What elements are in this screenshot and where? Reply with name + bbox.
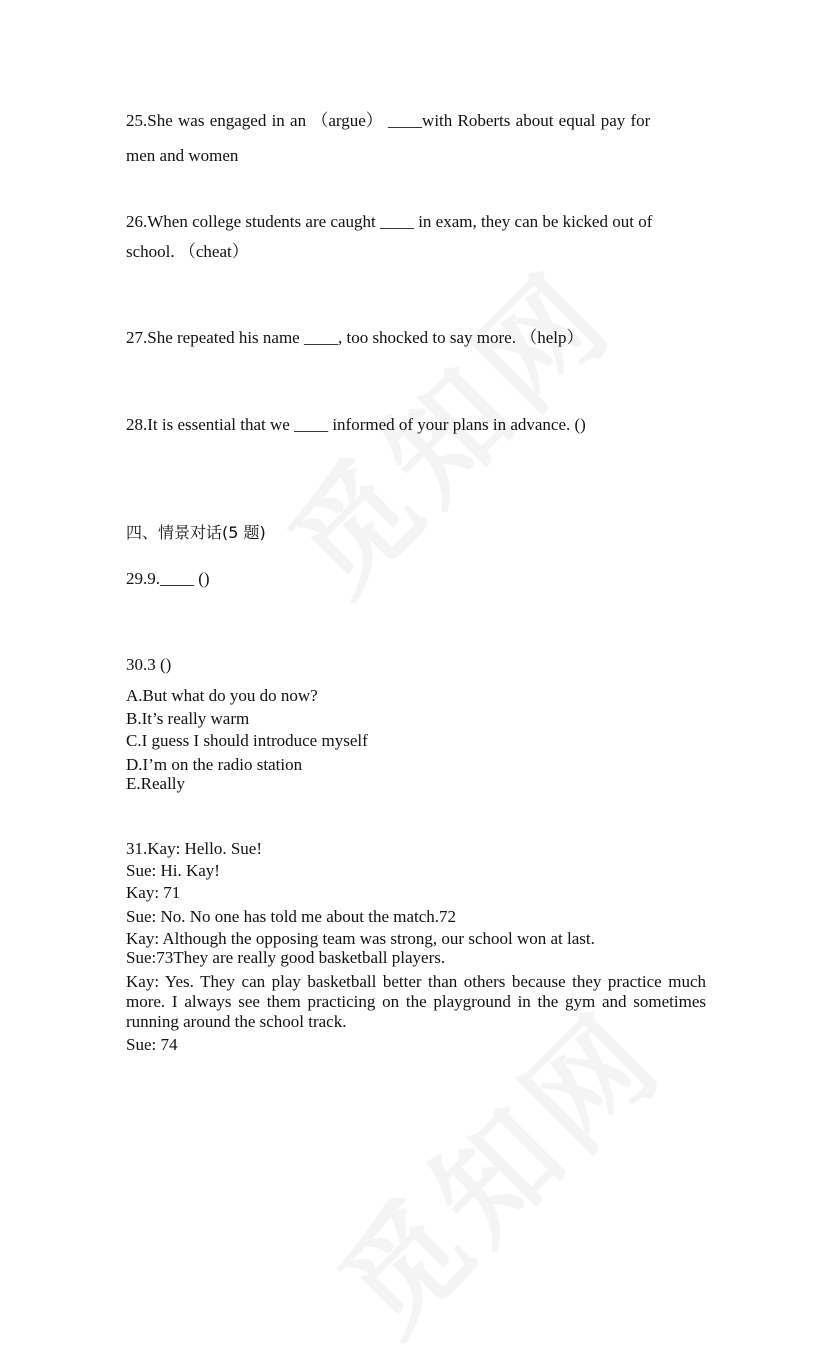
question-29: 29.9.____ () [126, 569, 210, 588]
option-b: B.It’s really warm [126, 709, 250, 728]
question-26-line-1: 26.When college students are caught ____ in exam, they can be kicked out of [126, 212, 653, 231]
dialogue-line-8: Sue: 74 [126, 1035, 178, 1054]
section-4-heading: 四、情景对话(5 题) [126, 523, 266, 542]
dialogue-line-5: Kay: Although the opposing team was strong, our school won at last. [126, 929, 595, 948]
option-d: D.I’m on the radio station [126, 755, 303, 774]
question-27: 27.She repeated his name ____, too shocked to say more. （help） [126, 328, 584, 347]
question-25-line-1: 25.She was engaged in an （argue） ____with Roberts about equal pay for [126, 111, 651, 130]
question-28: 28.It is essential that we ____ informed of your plans in advance. () [126, 415, 586, 434]
dialogue-line-2: Sue: Hi. Kay! [126, 861, 220, 880]
question-30: 30.3 () [126, 655, 172, 674]
dialogue-line-1: 31.Kay: Hello. Sue! [126, 839, 262, 858]
option-c: C.I guess I should introduce myself [126, 731, 368, 750]
option-a: A.But what do you do now? [126, 686, 318, 705]
dialogue-line-6: Sue:73They are really good basketball players. [126, 948, 446, 967]
dialogue-line-7: Kay: Yes. They can play basketball better than others because they practice much more. I always see them practicing on the playground in the gym and sometimes running around the school track. [126, 972, 706, 1031]
option-e: E.Really [126, 774, 186, 793]
question-26-line-2: school. （cheat） [126, 242, 249, 261]
question-25-line-2: men and women [126, 146, 239, 165]
dialogue-line-4: Sue: No. No one has told me about the match.72 [126, 907, 457, 926]
dialogue-line-3: Kay: 71 [126, 883, 181, 902]
